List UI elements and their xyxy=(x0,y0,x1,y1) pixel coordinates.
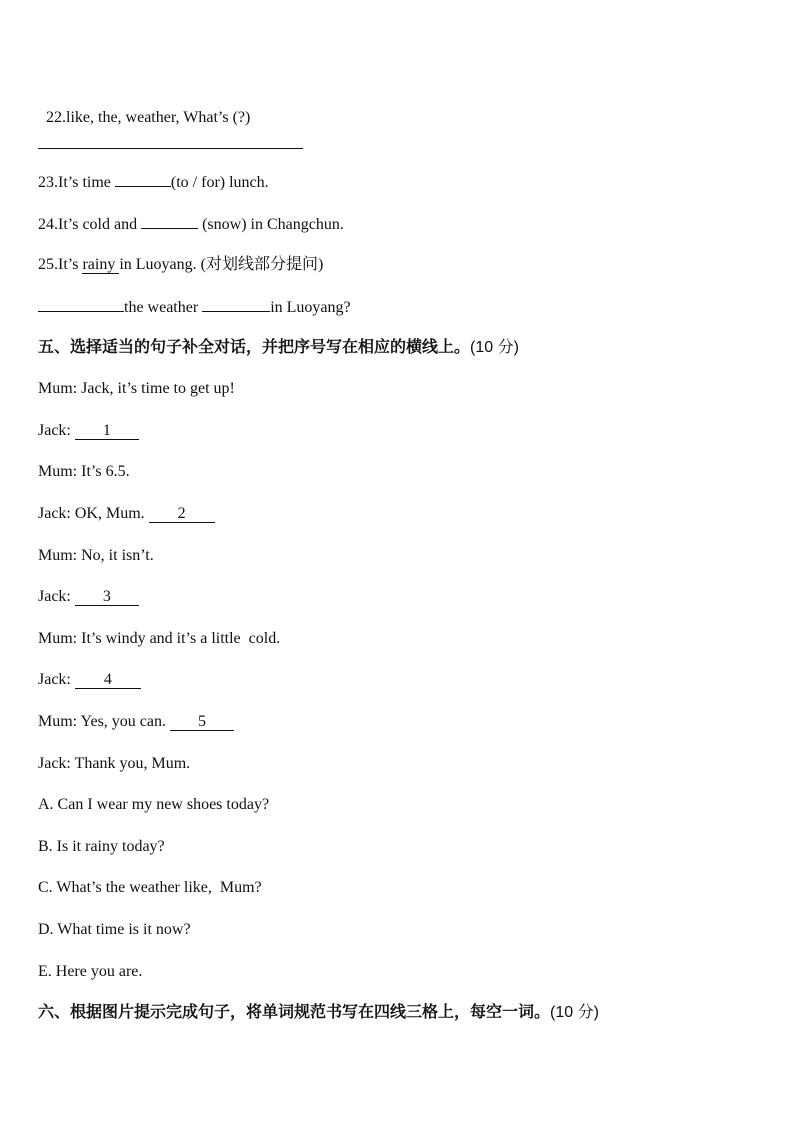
question-22-text: 22.like, the, weather, What’s (?) xyxy=(46,109,251,126)
dialogue-text: Mum: Yes, you can. xyxy=(38,713,171,730)
section-5-score: (10 分) xyxy=(470,339,519,356)
dialogue-line xyxy=(38,379,235,399)
question-23 xyxy=(38,171,269,193)
option-a: A. Can I wear my new shoes today? xyxy=(38,796,270,813)
dialogue-line xyxy=(38,629,280,649)
dialogue-answer-blank[interactable]: 3 xyxy=(75,589,139,606)
question-24-suffix: (snow) in Changchun. xyxy=(198,216,344,233)
underlined-word: rainy xyxy=(82,256,120,273)
dialogue-answer-blank[interactable]: 4 xyxy=(75,672,141,689)
section-5-title: 五、选择适当的句子补全对话，并把序号写在相应的横线上。 xyxy=(38,337,471,356)
answer-blank-23[interactable] xyxy=(115,171,171,187)
section-5-heading xyxy=(38,337,519,358)
dialogue-line xyxy=(38,546,154,566)
answer-blank-25a[interactable] xyxy=(38,296,124,312)
dialogue-answer-blank[interactable]: 2 xyxy=(149,506,215,523)
section-6-heading xyxy=(38,1002,599,1023)
question-25-answer-line xyxy=(38,296,351,318)
dialogue-text: Mum: Jack, it’s time to get up! xyxy=(38,380,235,397)
question-23-prefix: 23.It’s time xyxy=(38,174,115,191)
dialogue-line xyxy=(38,754,190,774)
dialogue-line xyxy=(38,504,215,524)
dialogue-text: Jack: xyxy=(38,588,75,605)
answer-blank-22[interactable] xyxy=(38,148,303,149)
dialogue-line xyxy=(38,421,139,441)
question-22 xyxy=(38,88,250,128)
option-d: D. What time is it now? xyxy=(38,921,191,938)
answer-blank-25b[interactable] xyxy=(202,296,270,312)
dialogue-text: Jack: xyxy=(38,422,75,439)
question-25-answer-suffix: in Luoyang? xyxy=(270,299,351,316)
question-23-suffix: (to / for) lunch. xyxy=(170,174,269,191)
question-25-answer-mid: the weather xyxy=(124,299,203,316)
option-e: E. Here you are. xyxy=(38,963,143,980)
dialogue-text: Jack: Thank you, Mum. xyxy=(38,755,191,772)
option-b: B. Is it rainy today? xyxy=(38,838,165,855)
option-c: C. What’s the weather like, Mum? xyxy=(38,879,262,896)
answer-blank-24[interactable] xyxy=(141,213,198,229)
dialogue-answer-blank[interactable]: 5 xyxy=(170,714,234,731)
dialogue-text: Mum: It’s 6.5. xyxy=(38,463,130,480)
question-25-prefix: 25.It’s xyxy=(38,256,83,273)
question-24 xyxy=(38,213,344,235)
dialogue-line xyxy=(38,670,141,690)
dialogue-text: Mum: It’s windy and it’s a little cold. xyxy=(38,630,281,647)
dialogue-text: Mum: No, it isn’t. xyxy=(38,547,154,564)
question-24-prefix: 24.It’s cold and xyxy=(38,216,142,233)
dialogue-text: Jack: OK, Mum. xyxy=(38,505,149,522)
dialogue-answer-blank[interactable]: 1 xyxy=(75,423,139,440)
dialogue-text: Jack: xyxy=(38,671,75,688)
section-6-score: (10 分) xyxy=(550,1004,599,1021)
dialogue-line xyxy=(38,462,130,482)
dialogue-line xyxy=(38,587,139,607)
question-25-suffix: in Luoyang. (对划线部分提问) xyxy=(119,256,324,273)
dialogue-line xyxy=(38,712,234,732)
section-6-title: 六、根据图片提示完成句子，将单词规范书写在四线三格上，每空一词。 xyxy=(38,1002,551,1021)
question-25 xyxy=(38,255,323,275)
